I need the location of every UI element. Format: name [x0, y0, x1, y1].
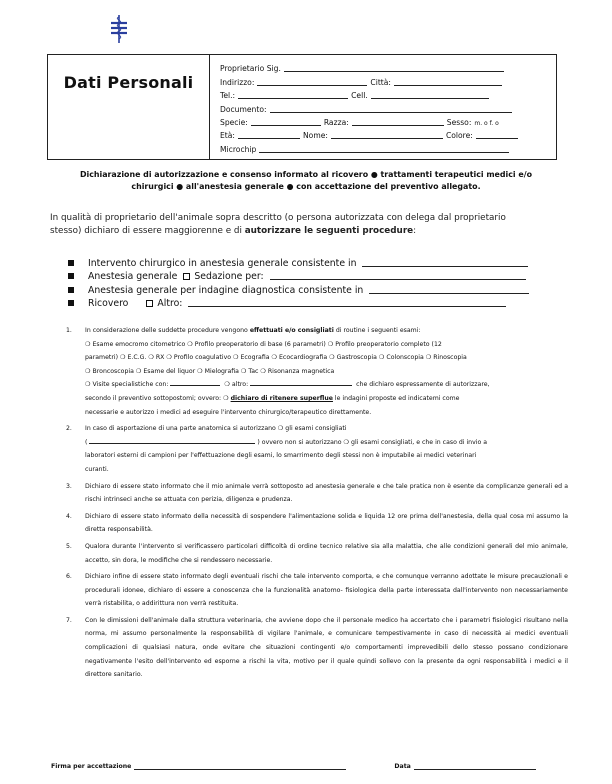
microchip-label: Microchip	[220, 144, 257, 154]
field-row-age	[220, 127, 556, 140]
checkbox-hospitalization[interactable]	[68, 300, 74, 306]
other-exam-field[interactable]	[250, 379, 352, 386]
procedure-surgery	[68, 255, 568, 269]
sex-label: Sesso:	[446, 117, 472, 127]
owner-label: Proprietario Sig.	[220, 64, 281, 74]
page-title: Dati Personali	[63, 73, 194, 92]
name-label: Nome:	[303, 131, 328, 141]
item2-line-2-text: ) ovvero non si autorizzano ❍ gli esami consigliati, e che in caso di invio a	[257, 438, 488, 446]
cell-field[interactable]	[371, 91, 489, 99]
item2-line-1: In caso di asportazione di una parte anatomica si autorizzano ❍ gli esami consigliati	[85, 425, 347, 433]
item2-line-2	[85, 436, 568, 450]
visits-note: che dichiaro espressamente di autorizzare,	[356, 381, 490, 389]
checkbox-surgery[interactable]	[68, 260, 74, 266]
exam-options-3[interactable]: ❍ Broncoscopia ❍ Esame del liquor ❍ Mielografia ❍ Tac ❍ Risonanza magnetica	[85, 367, 335, 375]
cell-label: Cell.	[351, 91, 368, 101]
item-text: Qualora durante l'intervento si verificassero particolari difficoltà di ordine tecnico relative sia alla malattia, che alle condizioni generali del mio animale, accetto, sin dora, le modifiche che si rendessero necessarie.	[85, 542, 568, 564]
item-number: 4.	[66, 512, 72, 520]
signature-field[interactable]	[134, 763, 346, 770]
checkbox-diagnostic[interactable]	[68, 287, 74, 293]
superfluous-line	[85, 392, 568, 406]
checkbox-anesthesia[interactable]	[68, 273, 74, 279]
item-text: Dichiaro di essere stato informato che il mio animale verrà sottoposto ad anestesia generale e che tale pratica non è esente da complicanze generali ed a rischi intrinseci anche se attuata con perizia, diligenza e prudenza.	[85, 482, 568, 504]
item-number: 6.	[66, 573, 72, 581]
tel-field[interactable]	[238, 91, 348, 99]
other-exam-label[interactable]: ❍ altro:	[224, 381, 249, 389]
city-field[interactable]	[394, 78, 502, 86]
personal-fields	[210, 55, 556, 159]
superfluous-post: le indagini proposte ed indicatemi come	[332, 394, 460, 402]
personal-data-box	[47, 54, 557, 160]
item-text	[85, 422, 568, 476]
item-text	[85, 324, 568, 419]
other-label: Altro:	[157, 298, 183, 310]
caduceus-logo	[108, 14, 130, 44]
superfluous-pre: secondo il preventivo sottopostomi; ovvero: ❍	[85, 394, 231, 402]
list-item	[66, 480, 568, 507]
list-item	[66, 422, 568, 476]
signature-label: Firma per accettazione	[51, 763, 132, 770]
intro-line-2	[50, 225, 570, 238]
item-number: 2.	[66, 425, 72, 433]
intro-text: stesso) dichiaro di essere maggiorenne e di	[50, 226, 245, 236]
list-item	[66, 540, 568, 567]
signature-footer	[51, 763, 571, 770]
surgery-label: Intervento chirurgico in anestesia generale consistente in	[88, 257, 357, 269]
procedures-list	[68, 255, 568, 309]
sedation-label: Sedazione per:	[194, 271, 264, 283]
address-field[interactable]	[257, 78, 367, 86]
exam-options-2[interactable]: parametri) ❍ E.C.G. ❍ RX ❍ Profilo coagulativo ❍ Ecografia ❍ Ecocardiografia ❍ Gastroscopia ❍ Colonscopia ❍ Rinoscopia	[85, 354, 467, 362]
title-cell	[48, 55, 210, 159]
list-item	[66, 324, 568, 419]
field-row-species	[220, 114, 556, 127]
list-item	[66, 510, 568, 537]
breed-label: Razza:	[323, 117, 349, 127]
item-number: 1.	[66, 327, 72, 334]
field-row-owner	[220, 60, 556, 73]
owner-field[interactable]	[284, 64, 504, 72]
tel-label: Tel.:	[220, 91, 236, 101]
age-label: Età:	[220, 131, 235, 141]
item-number: 7.	[66, 616, 72, 624]
intro-bold: autorizzare le seguenti procedure	[244, 226, 414, 236]
item-text: Dichiaro di essere stato informato della necessità di sospendere l'alimentazione solida e liquida 12 ore prima dell'anestesia, della qual cosa mi assumo la diretta responsabilità.	[85, 512, 568, 534]
item1-pre: In considerazione delle suddette procedure vengono	[85, 327, 250, 334]
document-field[interactable]	[270, 105, 512, 113]
diagnostic-label: Anestesia generale per indagine diagnostica consistente in	[88, 284, 364, 296]
address-label: Indirizzo:	[220, 77, 255, 87]
species-label: Specie:	[220, 117, 248, 127]
visits-field[interactable]	[170, 379, 220, 386]
anesthesia-label: Anestesia generale	[88, 271, 178, 283]
hospitalization-label: Ricovero	[88, 298, 129, 310]
surgery-field[interactable]	[362, 258, 528, 267]
list-item	[66, 614, 568, 682]
declaration-line-1: Dichiarazione di autorizzazione e consenso informato al ricovero ● trattamenti terapeutici medici e/o	[79, 170, 533, 179]
list-item	[66, 570, 568, 611]
intro-line-1: In qualità di proprietario dell'animale sopra descritto (o persona autorizzata con delega dal proprietario	[50, 213, 506, 223]
consent-items	[66, 324, 568, 685]
color-label: Colore:	[445, 131, 473, 141]
field-row-document	[220, 100, 556, 113]
diagnostic-field[interactable]	[369, 285, 529, 294]
item2-paren: (	[85, 438, 88, 446]
declaration-heading	[40, 169, 572, 193]
checkbox-other[interactable]	[146, 300, 153, 307]
item1-bold: effettuati e/o consigliati	[249, 327, 334, 334]
visits-label[interactable]: ❍ Visite specialistiche con:	[85, 381, 169, 389]
item1-post: di routine i seguenti esami:	[333, 327, 421, 334]
intro-colon: :	[413, 226, 417, 236]
sedation-field[interactable]	[270, 271, 526, 280]
procedure-general-anesthesia	[68, 269, 568, 283]
item1-last-line: necessarie e autorizzo i medici ad eseguire l'intervento chirurgico/terapeutico direttamente.	[85, 408, 372, 416]
item-text: Con le dimissioni dell'animale dalla struttura veterinaria, che avviene dopo che il personale medico ha accertato che i parametri fisiologici risultano nella norma, mi assumo personalmente la responsabilità di vigilare l'animale, e comunicare tempestivamente in caso di necessità ai medici eventuali complicazioni di qualsiasi natura, onde evitare che situazioni contingenti e/o comportamenti imprevedibili dello stesso possano condizionare negativamente l'esito dell'intervento ed esporne a rischi la vita, motivo per il quale quindi sollevo con la presente da ogni responsabilità i medici e il direttore sanitario.	[85, 616, 568, 679]
procedure-diagnostic-anesthesia	[68, 282, 568, 296]
field-row-microchip	[220, 140, 556, 153]
intro-paragraph	[50, 212, 570, 238]
item-text: Dichiaro infine di essere stato informato degli eventuali rischi che tale intervento comporta, e che comunque verranno adottate le misure precauzionali e procedurali idonee, dichiaro di essere a conoscenza che la funzionalità anatomo- fisiologica della parte interessata dall'intervento non necessariamente verrà ristabilita, o addirittura non verrà restituita.	[85, 573, 568, 608]
procedure-hospitalization	[68, 296, 568, 310]
microchip-field[interactable]	[259, 145, 509, 153]
item-number: 5.	[66, 542, 72, 550]
field-row-address	[220, 73, 556, 86]
date-field[interactable]	[414, 763, 536, 770]
date-label: Data	[394, 763, 411, 770]
color-field[interactable]	[476, 131, 518, 139]
name-field[interactable]	[331, 131, 443, 139]
sex-options[interactable]: m. o f. o	[474, 119, 499, 127]
exam-options-1[interactable]: ❍ Esame emocromo citometrico ❍ Profilo preoperatorio di base (6 parametri) ❍ Profilo preoperatorio completo (12	[85, 340, 442, 348]
breed-field[interactable]	[352, 118, 444, 126]
item2-line-4: curanti.	[85, 465, 109, 473]
declaration-line-2: chirurgici ● all'anestesia generale ● con accettazione del preventivo allegato.	[131, 182, 481, 191]
item-number: 3.	[66, 482, 72, 490]
document-label: Documento:	[220, 104, 267, 114]
field-row-phone	[220, 87, 556, 100]
checkbox-sedation[interactable]	[183, 273, 190, 280]
species-field[interactable]	[251, 118, 321, 126]
city-label: Città:	[370, 77, 391, 87]
item2-line-3: laboratori esterni di campioni per l'effettuazione degli esami, lo smarrimento degli stessi non è imputabile ai medici veterinari	[85, 452, 477, 460]
age-field[interactable]	[238, 131, 300, 139]
suggested-exams-field[interactable]	[89, 437, 255, 444]
other-field[interactable]	[188, 298, 506, 307]
specialist-visits	[85, 378, 568, 392]
superfluous-bold[interactable]: dichiaro di ritenere superflue	[230, 394, 333, 402]
